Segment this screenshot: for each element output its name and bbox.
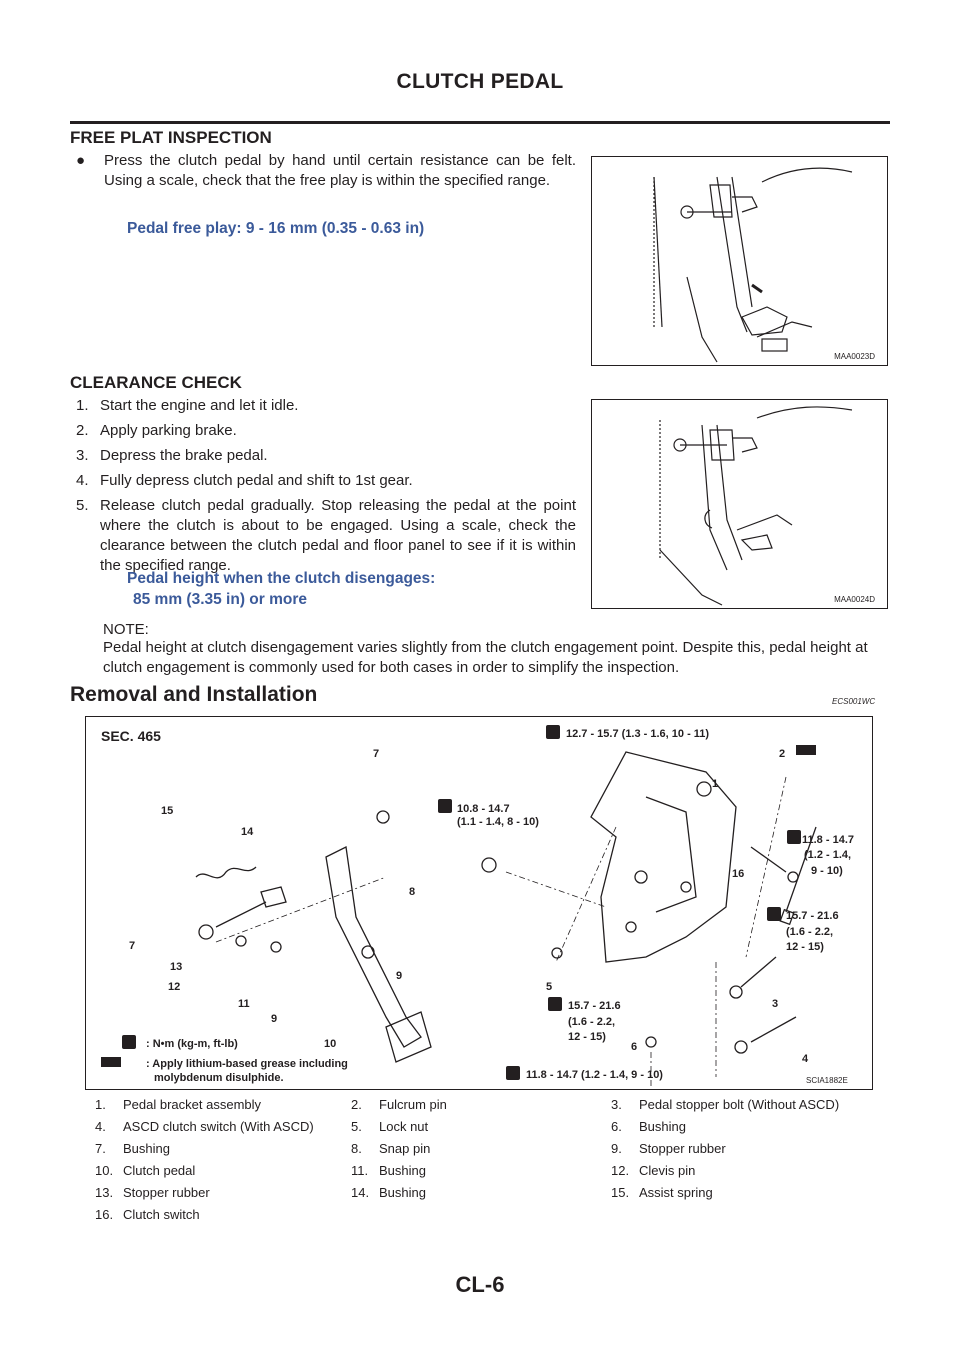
torque-mid-line1: 10.8 - 14.7 <box>457 803 510 815</box>
wrench-icon <box>548 997 562 1011</box>
svg-text:10: 10 <box>324 1038 337 1050</box>
legend-number: 14. <box>351 1184 370 1200</box>
legend-number: 3. <box>611 1096 622 1112</box>
legend-label: Assist spring <box>639 1184 713 1200</box>
svg-text:15: 15 <box>161 805 174 817</box>
legend-row <box>95 1093 875 1115</box>
legend-number: 15. <box>611 1184 630 1200</box>
legend-label: Snap pin <box>379 1140 431 1156</box>
title-rule <box>70 121 890 124</box>
clearance-figure <box>591 399 888 609</box>
bullet-dot: ● <box>76 152 86 169</box>
legend-number: 4. <box>95 1118 106 1134</box>
legend-number: 13. <box>95 1184 114 1200</box>
legend-label <box>379 1203 611 1225</box>
legend-number: 11. <box>351 1162 369 1178</box>
legend-number: 2. <box>351 1096 362 1112</box>
torque-bottom: 11.8 - 14.7 (1.2 - 1.4, 9 - 10) <box>526 1069 663 1081</box>
svg-text:7: 7 <box>129 940 136 952</box>
legend-torque: : N•m (kg-m, ft-lb) <box>146 1038 238 1050</box>
legend-label: Clutch switch <box>123 1206 200 1222</box>
legend-row <box>95 1115 875 1137</box>
legend-label: Lock nut <box>379 1118 429 1134</box>
svg-text:14: 14 <box>241 826 254 838</box>
svg-text:3: 3 <box>772 998 779 1010</box>
legend-grease-line1: : Apply lithium-based grease including <box>146 1058 348 1070</box>
exploded-view-figure <box>85 716 873 1090</box>
clearance-spec-value: 85 mm (3.35 in) or more <box>133 591 308 608</box>
legend-label: Stopper rubber <box>639 1140 726 1156</box>
torque-c-line3: 12 - 15) <box>568 1031 606 1043</box>
torque-r1-line3: 9 - 10) <box>811 865 843 877</box>
svg-text:2: 2 <box>779 748 786 760</box>
torque-top: 12.7 - 15.7 (1.3 - 1.6, 10 - 11) <box>566 728 710 740</box>
sec-label: SEC. 465 <box>101 728 161 744</box>
legend-label: ASCD clutch switch (With ASCD) <box>123 1118 314 1134</box>
clearance-heading: CLEARANCE CHECK <box>70 373 242 392</box>
parts-legend <box>95 1093 875 1225</box>
svg-text:6: 6 <box>631 1041 638 1053</box>
legend-number: 16. <box>95 1206 114 1222</box>
pedal-free-play-illustration <box>592 157 887 365</box>
free-play-figure <box>591 156 888 366</box>
legend-number: 6. <box>611 1118 622 1134</box>
svg-text:1: 1 <box>712 778 719 790</box>
step-3: 3. Depress the brake pedal. <box>76 447 268 464</box>
wrench-icon <box>506 1066 520 1080</box>
legend-number: 1. <box>95 1096 106 1112</box>
svg-text:13: 13 <box>170 961 183 973</box>
svg-text:12: 12 <box>168 981 181 993</box>
torque-r1-line2: (1.2 - 1.4, <box>804 849 852 861</box>
svg-text:16: 16 <box>732 868 745 880</box>
legend-number: 9. <box>611 1140 622 1156</box>
svg-text:9: 9 <box>396 970 403 982</box>
legend-row <box>95 1181 875 1203</box>
wrench-icon <box>546 725 560 739</box>
legend-number <box>351 1203 379 1225</box>
torque-mid-line2: (1.1 - 1.4, 8 - 10) <box>457 816 539 828</box>
legend-label: Bushing <box>379 1184 426 1200</box>
step-5: 5. Release clutch pedal gradually. Stop releasing the pedal at the point where the clutch is about to be engaged. Using a scale, check the clearance between the clutch pedal and floor panel to see if it is within the specified range. <box>76 497 576 574</box>
legend-label: Clutch pedal <box>123 1162 196 1178</box>
exploded-view-diagram <box>86 717 872 1089</box>
pedal-clearance-illustration <box>592 400 887 608</box>
wrench-icon <box>767 907 781 921</box>
svg-text:9: 9 <box>271 1013 278 1025</box>
free-play-heading: FREE PLAT INSPECTION <box>70 128 272 147</box>
note-label: NOTE: <box>103 621 149 638</box>
legend-label: Bushing <box>123 1140 170 1156</box>
legend-row <box>95 1137 875 1159</box>
grease-icon <box>796 745 816 755</box>
free-play-spec: Pedal free play: 9 - 16 mm (0.35 - 0.63 in) <box>127 220 425 237</box>
legend-number: 7. <box>95 1140 106 1156</box>
symbol-icons <box>101 725 816 1080</box>
figure-id: MAA0023D <box>834 352 875 361</box>
wrench-icon <box>438 799 452 813</box>
note-text: Pedal height at clutch disengagement varies slightly from the clutch engagement point. Despite this, pedal height at clutch engagement is commonly used for both cases in order to simplify the inspection. <box>103 639 868 676</box>
free-play-bullet <box>76 151 576 191</box>
figure-id: MAA0024D <box>834 595 875 604</box>
legend-number: 8. <box>351 1140 362 1156</box>
legend-label: Fulcrum pin <box>379 1096 447 1112</box>
torque-r1-line1: 11.8 - 14.7 <box>802 834 854 846</box>
wrench-icon <box>787 830 801 844</box>
page-number: CL-6 <box>455 1272 505 1297</box>
legend-number: 12. <box>611 1162 630 1178</box>
legend-label: Stopper rubber <box>123 1184 210 1200</box>
legend-label: Pedal stopper bolt (Without ASCD) <box>639 1096 840 1112</box>
legend-label: Bushing <box>379 1162 426 1178</box>
clearance-steps <box>76 396 576 581</box>
clearance-spec-label: Pedal height when the clutch disengages: <box>127 570 436 587</box>
free-play-bullet-text: Press the clutch pedal by hand until certain resistance can be felt. Using a scale, check that the free play is within the specified range. <box>104 152 576 189</box>
svg-text:8: 8 <box>409 886 416 898</box>
legend-label: Bushing <box>639 1118 686 1134</box>
torque-r2-line1: 15.7 - 21.6 <box>786 910 839 922</box>
legend-row <box>95 1203 875 1225</box>
legend-number <box>611 1203 639 1225</box>
torque-c-line1: 15.7 - 21.6 <box>568 1000 621 1012</box>
svg-text:4: 4 <box>802 1053 809 1065</box>
step-1: 1. Start the engine and let it idle. <box>76 397 299 414</box>
section-code: ECS001WC <box>832 697 876 706</box>
legend-number: 10. <box>95 1162 114 1178</box>
step-4: 4. Fully depress clutch pedal and shift to 1st gear. <box>76 472 413 489</box>
torque-c-line2: (1.6 - 2.2, <box>568 1016 616 1028</box>
svg-text:5: 5 <box>546 981 553 993</box>
legend-row <box>95 1159 875 1181</box>
torque-r2-line2: (1.6 - 2.2, <box>786 926 834 938</box>
parts-sketch <box>196 752 816 1062</box>
legend-grease-line2: molybdenum disulphide. <box>154 1072 284 1084</box>
grease-icon <box>101 1057 121 1067</box>
legend-label: Clevis pin <box>639 1162 696 1178</box>
torque-r2-line3: 12 - 15) <box>786 941 824 953</box>
legend-number: 5. <box>351 1118 362 1134</box>
page-title: CLUTCH PEDAL <box>396 70 564 93</box>
legend-label <box>639 1203 875 1225</box>
legend-label: Pedal bracket assembly <box>123 1096 262 1112</box>
svg-text:7: 7 <box>373 748 380 760</box>
figure-id: SCIA1882E <box>806 1076 848 1085</box>
svg-text:11: 11 <box>238 998 250 1010</box>
wrench-icon <box>122 1035 136 1049</box>
removal-heading: Removal and Installation <box>70 683 318 706</box>
step-2: 2. Apply parking brake. <box>76 422 237 439</box>
